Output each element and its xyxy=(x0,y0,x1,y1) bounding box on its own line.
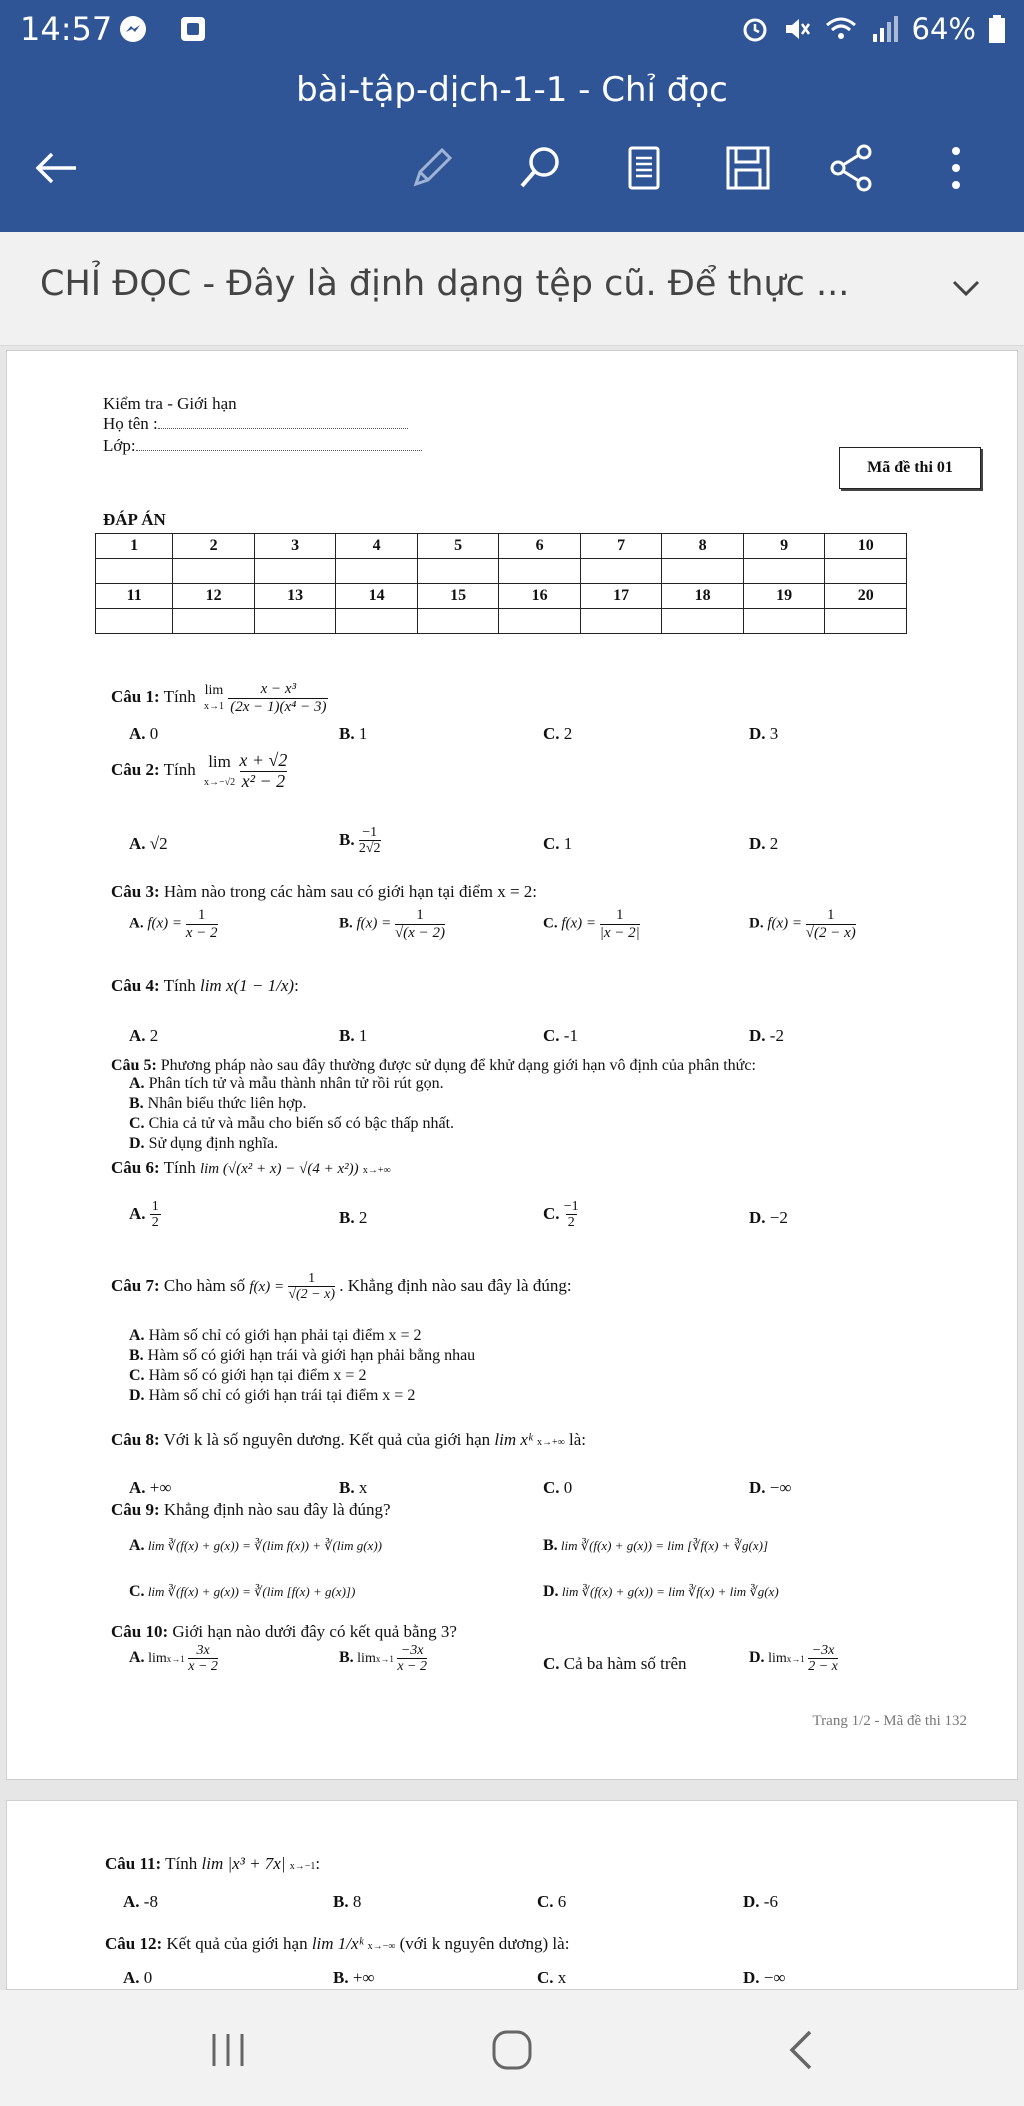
q6-option-b: B. 2 xyxy=(339,1208,368,1227)
q11-option-d: D. -6 xyxy=(743,1892,778,1911)
answer-cell: 10 xyxy=(825,534,907,559)
q2-option-c: C. 1 xyxy=(543,834,573,853)
class-label-text: Lớp: xyxy=(103,436,136,455)
doc-header-title: Kiểm tra - Giới hạn xyxy=(103,394,237,413)
answer-cell: 15 xyxy=(417,584,499,609)
answer-table xyxy=(95,533,907,634)
q7-option-d: D. Hàm số chỉ có giới hạn trái tại điểm x = 2 xyxy=(129,1387,416,1404)
q6-option-a: A. $\frac{1}{2}$ xyxy=(129,1199,159,1231)
answer-number-row xyxy=(96,584,907,609)
question-2: Câu 2: Tính lim $x\to-√2 \frac{x + √2}{\text{x² − 2}}$ xyxy=(111,750,288,791)
q4-option-a: A. 2 xyxy=(129,1026,159,1045)
edit-pencil-icon[interactable] xyxy=(404,140,460,196)
q4-option-c: C. -1 xyxy=(543,1026,578,1045)
q10-option-b: B. $\lim x\to 1 \frac{-3x}{x - 2}$ xyxy=(339,1643,428,1675)
battery-percent: 64% xyxy=(911,12,976,46)
read-only-banner[interactable] xyxy=(0,232,1024,346)
q12-option-b: B. +∞ xyxy=(333,1968,375,1987)
answer-cell: 9 xyxy=(743,534,825,559)
q10-option-d: D. $\lim x\to 1 \frac{-3x}{2 - x}$ xyxy=(749,1643,838,1675)
question-9: Câu 9: Khẳng định nào sau đây là đúng? xyxy=(111,1500,391,1519)
answer-cell: 17 xyxy=(580,584,662,609)
answer-cell: 5 xyxy=(417,534,499,559)
q3-option-a: A. $f(x) = \frac{1}{x - 2}$ xyxy=(129,907,218,941)
question-10: Câu 10: Giới hạn nào dưới đây có kết quả bằng 3? xyxy=(111,1622,457,1641)
question-11: Câu 11: Tính lim |x³ + 7x| x→−1: xyxy=(105,1854,321,1873)
question-8: Câu 8: Với k là số nguyên dương. Kết quả của giới hạn lim xᵏ x→+∞ là: xyxy=(111,1430,586,1449)
answer-cell: 13 xyxy=(254,584,336,609)
q9-option-c: C. lim ∛(f(x) + g(x)) = ∛(lim [f(x) + g(x)]) xyxy=(129,1583,356,1600)
q9-option-b: B. lim ∛(f(x) + g(x)) = lim [∛f(x) + ∛g(x)] xyxy=(543,1537,769,1554)
wifi-icon xyxy=(824,14,858,44)
q8-option-d: D. −∞ xyxy=(749,1478,792,1497)
q7-option-a: A. Hàm số chỉ có giới hạn phải tại điểm x = 2 xyxy=(129,1327,422,1344)
more-options-icon[interactable] xyxy=(928,140,984,196)
status-time: 14:57 xyxy=(20,10,113,48)
recent-apps-icon[interactable] xyxy=(204,2026,252,2074)
answer-cell: 14 xyxy=(336,584,418,609)
search-icon[interactable] xyxy=(512,140,568,196)
q8-option-a: A. +∞ xyxy=(129,1478,172,1497)
answer-cell: 6 xyxy=(499,534,581,559)
q2-option-a: A. √2 xyxy=(129,834,168,853)
q12-option-c: C. x xyxy=(537,1968,567,1987)
gallery-icon xyxy=(178,14,208,44)
q10-option-c: C. Cả ba hàm số trên xyxy=(543,1654,687,1673)
question-7: Câu 7: Cho hàm số $f(x) = \frac{1}{√(2 - x)}$ . Khẳng định nào sau đây là đúng: xyxy=(111,1271,572,1303)
answer-cell: 1 xyxy=(96,534,173,559)
q1-option-c: C. 2 xyxy=(543,724,573,743)
q6-option-d: D. −2 xyxy=(749,1208,788,1227)
q9-option-d: D. lim ∛(f(x) + g(x)) = lim ∛f(x) + lim ∛g(x) xyxy=(543,1583,779,1600)
save-icon[interactable] xyxy=(720,140,776,196)
battery-icon xyxy=(988,14,1006,44)
q5-option-c: C. Chia cả tử và mẫu cho biến số có bậc thấp nhất. xyxy=(129,1115,455,1132)
q5-option-a: A. Phân tích tử và mẫu thành nhân tử rồi rút gọn. xyxy=(129,1075,444,1092)
q4-option-d: D. -2 xyxy=(749,1026,784,1045)
q1-option-a: A. 0 xyxy=(129,724,159,743)
share-icon[interactable] xyxy=(824,140,880,196)
answer-cell: 12 xyxy=(173,584,255,609)
home-icon[interactable] xyxy=(488,2026,536,2074)
back-nav-icon[interactable] xyxy=(778,2026,826,2074)
status-right xyxy=(740,12,1006,46)
question-4: Câu 4: Tính lim x(1 − 1/x): xyxy=(111,976,299,995)
document-page-1 xyxy=(6,350,1018,1780)
q3-option-d: D. $f(x) = \frac{1}{√(2 - x)}$ xyxy=(749,907,856,941)
status-bar xyxy=(0,0,1024,60)
question-6: Câu 6: Tính lim (√(x² + x) − √(4 + x²)) x→+∞ xyxy=(111,1158,391,1177)
answer-number-row xyxy=(96,534,907,559)
answer-cell: 8 xyxy=(662,534,744,559)
q11-option-a: A. -8 xyxy=(123,1892,158,1911)
q10-option-a: A. $\lim x\to 1 \frac{3x}{x - 2}$ xyxy=(129,1643,218,1675)
exam-code-box: Mã đề thi 01 xyxy=(839,447,981,489)
question-5: Câu 5: Phương pháp nào sau đây thường được sử dụng để khử dạng giới hạn vô định của phân thức: xyxy=(111,1057,756,1074)
answer-cell: 7 xyxy=(580,534,662,559)
q12-option-d: D. −∞ xyxy=(743,1968,786,1987)
q3-option-b: B. $f(x) = \frac{1}{√(x - 2)}$ xyxy=(339,907,445,941)
document-title: bài-tập-dịch-1-1 - Chỉ đọc xyxy=(296,70,728,110)
q2-option-d: D. 2 xyxy=(749,834,779,853)
mute-icon xyxy=(782,14,812,44)
q11-option-b: B. 8 xyxy=(333,1892,362,1911)
signal-icon xyxy=(870,14,900,44)
q2-option-b: B. $\frac{-1}{2√2}$ xyxy=(339,825,381,857)
q8-option-c: C. 0 xyxy=(543,1478,573,1497)
answer-blank-row xyxy=(96,559,907,584)
system-nav-bar xyxy=(0,1990,1024,2106)
reading-view-icon[interactable] xyxy=(616,140,672,196)
chevron-down-icon[interactable] xyxy=(948,270,984,306)
answer-cell: 3 xyxy=(254,534,336,559)
q1-option-b: B. 1 xyxy=(339,724,368,743)
answer-cell: 20 xyxy=(825,584,907,609)
q8-option-b: B. x xyxy=(339,1478,368,1497)
answer-cell: 4 xyxy=(336,534,418,559)
answer-cell: 2 xyxy=(173,534,255,559)
q5-option-d: D. Sử dụng định nghĩa. xyxy=(129,1135,279,1152)
q4-option-b: B. 1 xyxy=(339,1026,368,1045)
q6-option-c: C. $\frac{-1}{2}$ xyxy=(543,1199,579,1231)
alarm-icon xyxy=(740,14,770,44)
page-footer: Trang 1/2 - Mã đề thi 132 xyxy=(812,1713,967,1729)
read-only-banner-text: CHỈ ĐỌC - Đây là định dạng tệp cũ. Để thực ... xyxy=(40,264,850,304)
name-label-text: Họ tên : xyxy=(103,414,158,433)
answer-blank-row xyxy=(96,609,907,634)
q7-option-b: B. Hàm số có giới hạn trái và giới hạn phải bằng nhau xyxy=(129,1347,476,1364)
question-12: Câu 12: Kết quả của giới hạn lim 1/xᵏ x→−∞ (với k nguyên dương) là: xyxy=(105,1934,570,1953)
name-field-label xyxy=(103,415,408,434)
document-page-2 xyxy=(6,1800,1018,1990)
q5-option-b: B. Nhân biểu thức liên hợp. xyxy=(129,1095,307,1112)
answer-cell: 16 xyxy=(499,584,581,609)
app-bar xyxy=(0,60,1024,232)
messenger-icon xyxy=(118,14,148,44)
q1-option-d: D. 3 xyxy=(749,724,779,743)
q7-option-c: C. Hàm số có giới hạn tại điểm x = 2 xyxy=(129,1367,367,1384)
q11-option-c: C. 6 xyxy=(537,1892,567,1911)
answer-cell: 19 xyxy=(743,584,825,609)
answer-cell: 11 xyxy=(96,584,173,609)
class-field-label xyxy=(103,437,422,456)
q12-option-a: A. 0 xyxy=(123,1968,153,1987)
question-3: Câu 3: Hàm nào trong các hàm sau có giới hạn tại điểm x = 2: xyxy=(111,882,538,901)
answer-cell: 18 xyxy=(662,584,744,609)
question-1: Câu 1: Tính lim $x\to 1 \frac{\text{x − x³}}{\text{(2x − 1)(x⁴ − 3)}}$ xyxy=(111,681,327,715)
q9-option-a: A. lim ∛(f(x) + g(x)) = ∛(lim f(x)) + ∛(lim g(x)) xyxy=(129,1537,382,1554)
q3-option-c: C. $f(x) = \frac{1}{|x - 2|}$ xyxy=(543,907,640,941)
answers-title: ĐÁP ÁN xyxy=(103,510,166,529)
back-arrow-icon[interactable] xyxy=(28,140,84,196)
